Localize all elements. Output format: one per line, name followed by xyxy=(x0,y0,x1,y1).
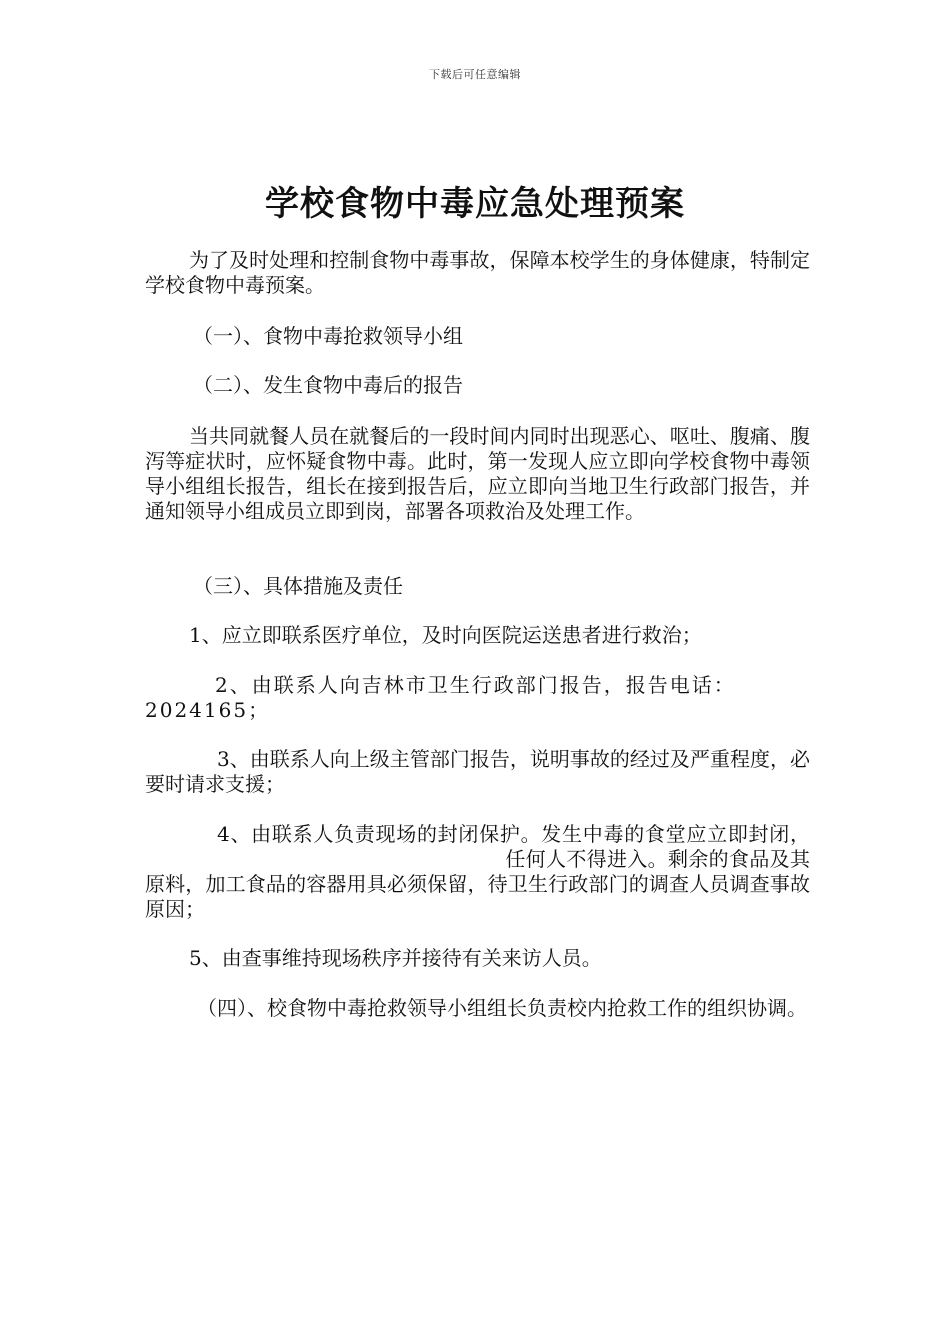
measure-item-1: 1、应立即联系医疗单位，及时向医院运送患者进行救治； xyxy=(189,623,702,647)
measure-item-2: 2、由联系人向吉林市卫生行政部门报告，报告电话：2024165； xyxy=(145,673,736,722)
section-heading-2: （二）、发生食物中毒后的报告 xyxy=(193,373,463,397)
measure-item-4 xyxy=(145,822,810,922)
section-heading-1: （一）、食物中毒抢救领导小组 xyxy=(193,324,463,348)
report-paragraph: 当共同就餐人员在就餐后的一段时间内同时出现恶心、呕吐、腹痛、腹泻等症状时，应怀疑食物中毒。此时，第一发现人应立即向学校食物中毒领导小组组长报告，组长在接到报告后，应立即向当地卫生行政部门报告，并通知领导小组成员立即到岗，部署各项救治及处理工作。 xyxy=(145,424,810,523)
measure-item-3: 3、由联系人向上级主管部门报告，说明事故的经过及严重程度，必要时请求支援； xyxy=(145,747,810,796)
document-title: 学校食物中毒应急处理预案 xyxy=(265,184,685,224)
header-note: 下载后可任意编辑 xyxy=(429,68,521,81)
measure-item-4-part-b: 任何人不得进入。剩余的食品及其原料，加工食品的容器用具必须保留，待卫生行政部门的调查人员调查事故原因； xyxy=(145,847,810,921)
intro-paragraph: 为了及时处理和控制食物中毒事故，保障本校学生的身体健康，特制定学校食物中毒预案。 xyxy=(145,248,810,297)
measure-item-5: 5、由查事维持现场秩序并接待有关来访人员。 xyxy=(189,946,602,970)
section-heading-3: （三）、具体措施及责任 xyxy=(193,574,403,598)
section-heading-4: （四）、校食物中毒抢救领导小组组长负责校内抢救工作的组织协调。 xyxy=(197,996,807,1020)
measure-item-4-part-a: 4、由联系人负责现场的封闭保护。发生中毒的食堂应立即封闭， xyxy=(217,822,810,846)
